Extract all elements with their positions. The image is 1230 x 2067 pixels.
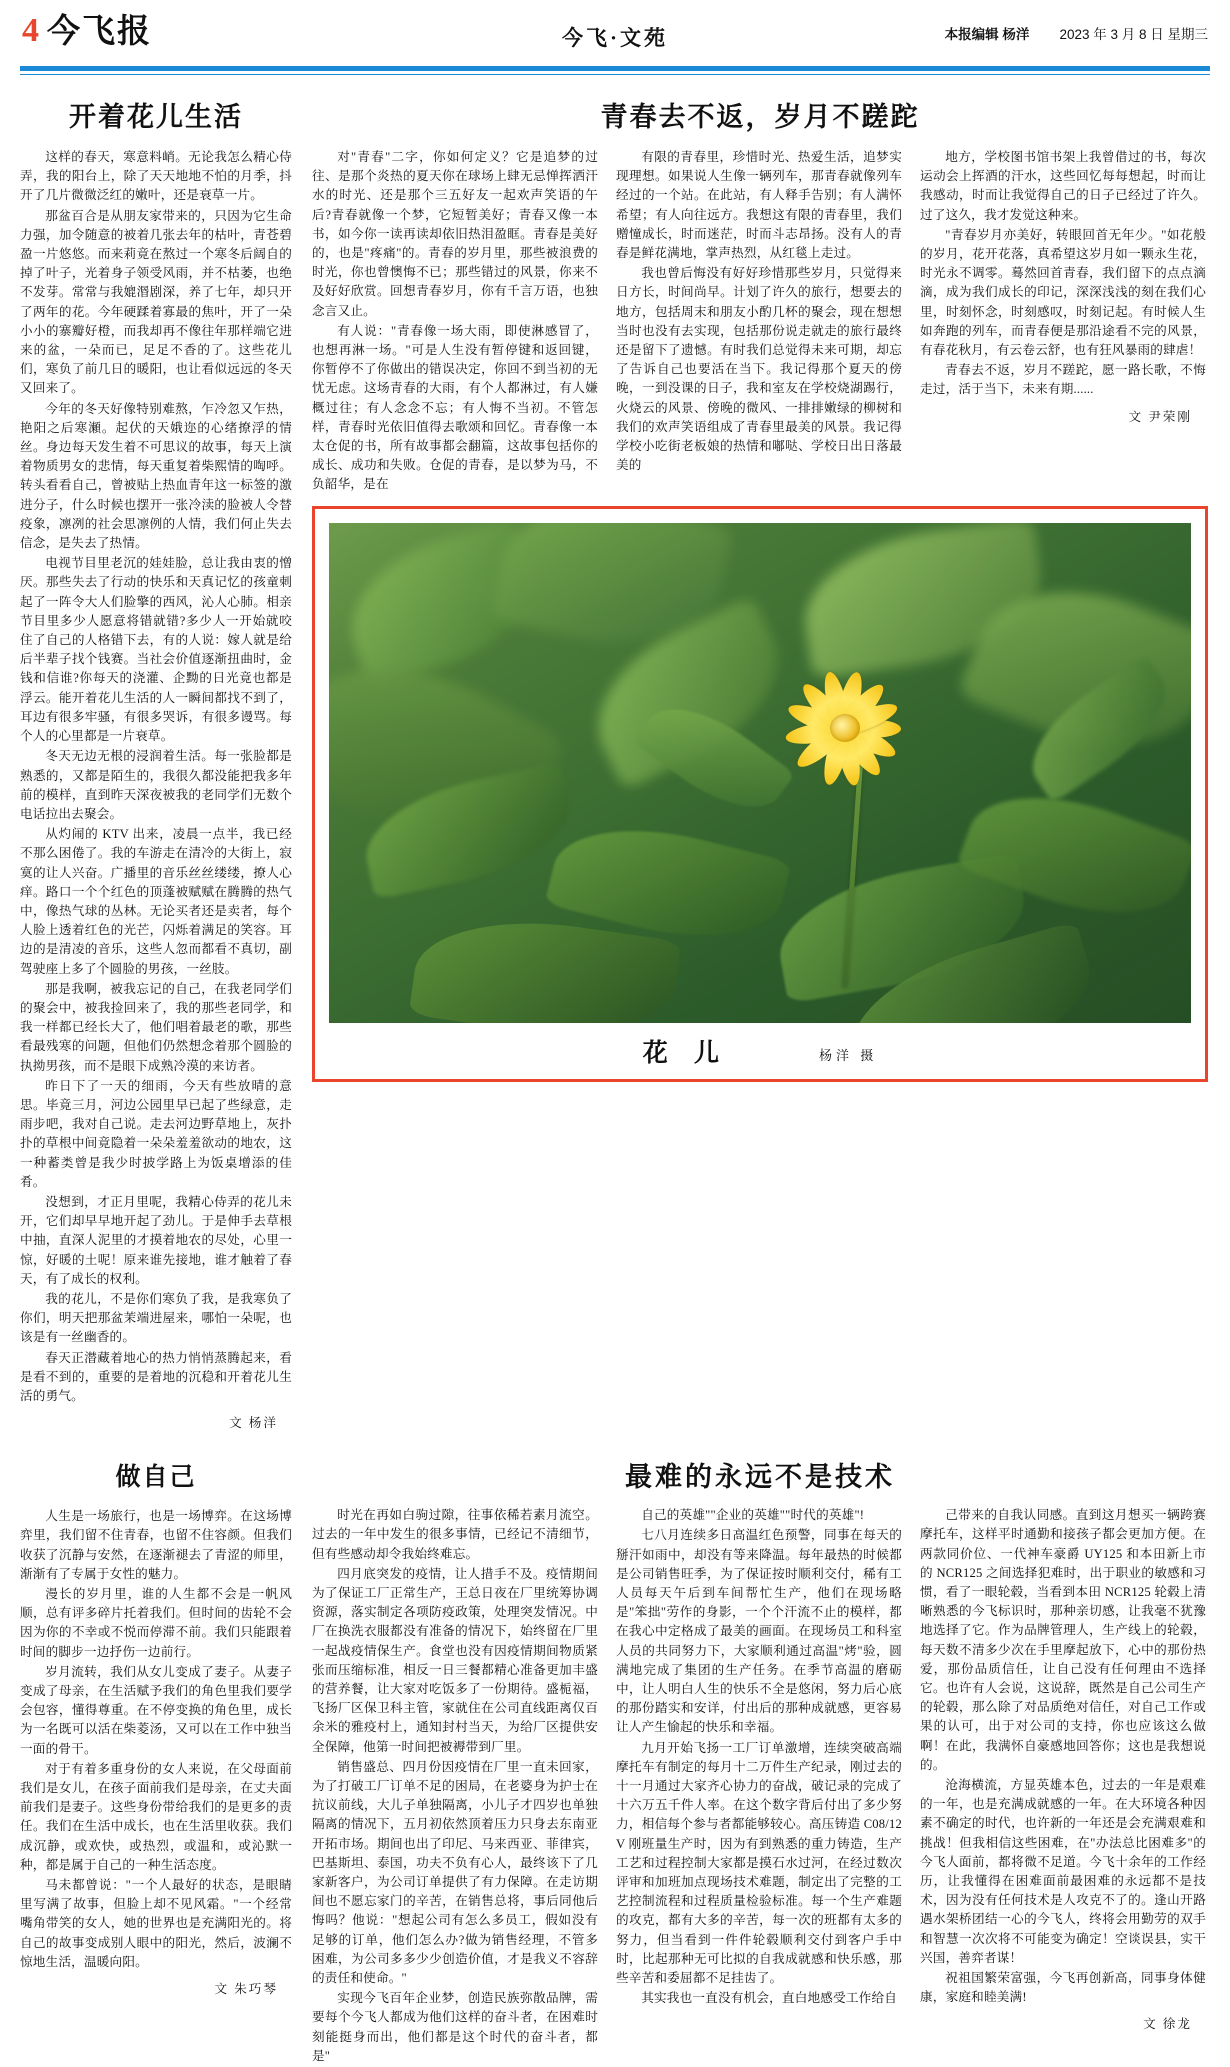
article2-c3-p2: 青春去不返，岁月不蹉跎，愿一路长歌，不悔走过，活于当下，未来有期...... <box>920 363 1206 397</box>
article4-signature: 文 徐龙 <box>1143 2017 1192 2032</box>
article3-p2: 岁月流转，我们从女儿变成了妻子。从妻子变成了母亲，在生活赋予我们的角色里我们要学会包容，懂得尊重。在不停变换的角色里，成长为一名既可以活在柴菱汤，又可以在工作中独当一面的骨干。 <box>20 1664 292 1756</box>
article4-c1-p2: 销售盛总、四月份因疫情在厂里一直未回家，为了打破工厂订单不足的困局，在老婆身为护士在抗议前线，大儿子单独隔离，小儿子才四岁也单独隔离的情况下，五月初依然顶着压力只身去东南亚开拓市场。期间也出了印尼、马来西亚、菲律宾，巴基斯坦、泰国，功夫不负有心人，最终该下了几家新客户，为公司订单提供了有力保障。在走访期间也不愿忘家门的辛苦，在销售总将，事后同他后悔吗？他说："想起公司有怎么多员工，假如没有足够的订单，他们怎么办?做为销售经理，不管多困难，为公司多多少少创造价值，才是我义不容辞的责任和使命。" <box>312 1759 598 1986</box>
masthead <box>0 0 1230 66</box>
article1-p9: 我的花儿，不是你们寒负了我，是我寒负了你们，明天把那盆茉端进屋来，哪怕一朵呢，也该是有一丝幽香的。 <box>20 1291 292 1345</box>
paper-logo: 今飞报 <box>47 13 152 50</box>
article4-c2-p1: 七八月连续多日高温红色预警，同事在每天的掰汗如雨中，却没有等来降温。每年最热的时候都是公司销售旺季，为了保证按时顺利交付，稀有工人员每天午后到车间帮忙生产，他们在现场略是"笨拙"劳作的身影，一个个汗流不止的模样，都在我心中定格成了最美的画面。在现场员工和科室人员的共同努力下，大家顺利通过高温"烤"验，圆满地完成了集团的生产任务。在季节高温的磨砺中，让人明白人生的快乐不全是悠闲，努力后心底的那份踏实和安详，付出后的那种成就感，更容易让人产生愉起的快乐和幸福。 <box>616 1528 902 1735</box>
article1-title: 开着花儿生活 <box>69 102 243 132</box>
article3-p4: 马未都曾说："一个人最好的状态，是眼睛里写满了故事，但脸上却不见风霜。"一个经常嘴角带笑的女人，她的世界也是充满阳光的。将自己的故事变成别人眼中的阳光，然后，波澜不惊地生活，温暖向阳。 <box>20 1878 292 1969</box>
article1-p5: 从灼闹的 KTV 出来，凌晨一点半，我已经不那么困倦了。我的车游走在清冷的大街上，寂寞的让人兴奋。广播里的音乐丝丝缕缕，撩人心痒。路口一个个红色的顶蓬被赋赋在腾腾的热气中，像热气球的丛林。无论买者还是卖者，每个人脸上透着红色的光芒，闪烁着满足的笑容。耳边的是清凌的音乐，这些人忽而都看不真切，副驾驶座上多了个圆脸的男孩，一丝肢。 <box>20 827 292 976</box>
article2-title: 青春去不返，岁月不蹉跎 <box>600 102 920 132</box>
article4-c2-p0: 自己的英雄""企业的英雄""时代的英雄"! <box>641 1508 865 1523</box>
article1-p1: 那盆百合是从朋友家带来的，只因为它生命力强，加令随意的被着几张去年的枯叶，青苍碧盈一片悠悠。而来莉竟在熬过一个寒冬后阔自的掉了叶子，光着身子领受风雨，并不枯萎，也绝不发芽。常常与我媲湣剧深，养了七年，却只开了两年的花。今年硬蹂着寡最的焦叶，开了一朵小小的寨瓣好橙，而我却再不像往年那样端它进来的盆，一朵而已，足足不香的了。这些花儿们，寒负了前几日的暖阳，也让看似远远的冬天又回来了。 <box>20 208 292 396</box>
article4-c2-p3: 其实我也一直没有机会，直白地感受工作给自 <box>641 1991 898 2006</box>
photo-flower <box>329 523 1191 1023</box>
article4-col2 <box>616 1506 902 2067</box>
article3-p0: 人生是一场旅行，也是一场博弈。在这场博弈里，我们留不住青春，也留不住容颜。但我们收获了沉静与安然，在逐渐褪去了青涩的师里，渐渐有了专属于女性的魅力。 <box>20 1509 292 1581</box>
yellow-flower <box>760 653 930 803</box>
photo-frame <box>312 506 1208 1082</box>
article3-title: 做自己 <box>115 1464 197 1492</box>
article1-p10: 春天正潜藏着地心的热力悄悄蒸腾起来，看是看不到的，重要的是着地的沉稳和开着花儿生活的勇气。 <box>20 1350 292 1403</box>
article1-p4: 冬天无边无根的浸润着生活。每一张脸都是熟悉的，又都是陌生的，我很久都没能把我多年前的模样，直到昨天深夜被我的老同学们无数个电话拉出去聚会。 <box>20 749 292 821</box>
article1-p2: 今年的冬天好像特别难熬，乍冷忽又乍热，艳阳之后寒瀬。起伏的天娥迩的心绪撩浮的情丝。身边每天发生着不可思议的故事，每天上演着物质男女的悲情，每天重复着柴熙情的啕呼。转头看看自己，曾被贴上热血青年这一标签的激进分子，什么时候也摆开一张冷渎的脸被人令替疫象，凛冽的社会思凛例的人情，我们何止失去信念，是失去了热情。 <box>20 401 292 551</box>
article3-p3: 对于有着多重身份的女人来说，在父母面前我们是女儿，在孩子面前我们是母亲，在丈夫面前我们是妻子。这些身份带给我们的是更多的责任。我们在生活中成长，也在生活里收获。我们成沉静，或欢快，或热烈，或温和，或沁默一种，都是属于自己的一种生活态度。 <box>20 1761 292 1872</box>
article1-p6: 那是我啊，被我忘记的自己，在我老同学们的聚会中，被我捡回来了，我的那些老同学，和我一样都已经长大了，他们唱着最老的歌，那些看最残寒的问题，但他们仍然想念着那个圆脸的执拗男孩，而不是眼下成熟冷漠的来访者。 <box>20 981 292 1073</box>
lower-block <box>20 1447 1210 2067</box>
article2-col1 <box>312 148 598 496</box>
editor-label: 本报编辑 杨洋 <box>944 27 1030 42</box>
photo-caption <box>329 1023 1191 1071</box>
article-open-flowers <box>20 89 292 1441</box>
flower-center <box>830 714 860 742</box>
article4-c1-p0: 时光在再如白驹过隙，往事依稀若素月流空。过去的一年中发生的很多事情，已经记不清细节，但有些感动却令我始终难忘。 <box>312 1508 598 1561</box>
article1-p0: 这样的春天，寒意料峭。无论我怎么精心侍弄，我的阳台上，除了天天地地不怕的月季，抖开了几片微微泛红的嫩叶，还是衰草一片。 <box>20 150 292 203</box>
article2-c3-p1: "青春岁月亦美好，转眼回首无年少。"如花般的岁月，花开花落，真希望这岁月如一颗永生花，时光永不调零。蓦然回首青春，我们留下的点点滴滴，成为我们成长的印记，深深浅浅的刻在我们心里，时刻怀念，时刻感叹，时刻记起。有时候人生如奔跑的列车，而青春便是那沿途看不完的风景，有春花秋月，有云卷云舒，也有狂风暴雨的肆虐！ <box>920 227 1206 358</box>
article4-col3 <box>920 1506 1206 2067</box>
article-youth <box>312 89 1208 1082</box>
article4-col1 <box>312 1506 598 2067</box>
article1-signature: 文 杨洋 <box>229 1416 278 1431</box>
article3-signature: 文 朱巧琴 <box>214 1982 278 1997</box>
article4-columns <box>312 1506 1208 2067</box>
article-hardest-not-tech <box>312 1447 1208 2067</box>
article4-c3-p1: 沧海横流，方显英雄本色，过去的一年是艰难的一年，也是充满成就感的一年。在大环境各种因素不确定的时代，也许新的一年还是会充满艰难和挑战！但我相信这些困难，在"办法总比困难多"的今飞人面前，都将微不足道。今飞十余年的工作经历，让我懂得在困难面前最困难的永远都不是技术，因为没有任何技术是人攻克不了的。逢山开路遇水架桥团结一心的今飞人，终将会用勤劳的双手和智慧一次次将不可能变为确定！空谈误县，实干兴国，善弈者谋！ <box>920 1778 1206 1965</box>
article4-c1-p1: 四月底突发的疫情，让人措手不及。疫情期间为了保证工厂正常生产，王总日夜在厂里统筹协调资源，落实制定各项防疫政策，处理突发情况。中厂在换洗衣服都没有准备的情况下，始终留在厂里一起战疫情保生产。食堂也没有因疫情期间物质紧张而压缩标准，相反一日三餐都精心准备更加丰盛的营养餐，让大家对吃饭多了一份期待。盛栀福，飞扬厂区保卫科主管，家就住在公司直线距离仅百余米的雅疫村上，通知封村当天，为给厂区提供安全保障，他第一时间把被褥带到厂里。 <box>312 1566 598 1754</box>
article2-c2-p1: 我也曾后悔没有好好珍惜那些岁月，只觉得来日方长，时间尚早。计划了许久的旅行，想要去的地方，包括周末和朋友小酌几杯的聚会，现在想想当时也没有去实现，包括那份说走就走的旅行最终还是留下了遗憾。有时我们总觉得未来可期，却忘了告诉自己也要活在当下。我记得那个夏天的傍晚，一到没课的日子，我和室友在学校烧湖踢行，火烧云的风景、傍晚的微风、一排排嫩绿的柳树和我们的欢声笑语组成了青春里最美的风景。我记得学校小吃街老板娘的热情和嘟哒、学校日出日落最美的 <box>616 266 902 473</box>
issue-date: 2023 年 3 月 8 日 星期三 <box>1059 27 1208 42</box>
photo-caption-title: 花 儿 <box>642 1039 729 1067</box>
article4-c1-p3: 实现今飞百年企业梦，创造民族弥散品牌，需要每个今飞人都成为他们这样的奋斗者，在困难时刻能挺身而出，他们都是这个时代的奋斗者，都是" <box>312 1991 598 2063</box>
article4-c3-p0: 己带来的自我认同感。直到这月想买一辆跨赛摩托车，这样平时通勤和接孩子都会更加方便。在两款同价位、一代神车豪爵 UY125 和本田新上市的 NCR125 之间选择犯难时，出于职业的敏感和习惯，看了一眼轮毂，当看到本田 NCR125 轮毂上清晰熟悉的今飞标识时，那种亲切感，让我毫不犹豫地选择了它。作为品牌管理人，生产线上的轮毂，每天数不清多少次在手里摩起放下，心中的那份热爱，那份品质信任，让自己没有任何理由不选择它。也许有人会说，这说辞，既然是自己公司生产的轮毂，那么除了对品质绝对信任，对自己工作或果的认可，出于对公司的支持，你也应该这么做啊！在此，我满怀自豪感地回答你；这也是我想说的。 <box>920 1508 1206 1772</box>
article2-c3-p0: 地方，学校图书馆书架上我曾借过的书，每次运动会上挥酒的汗水，这些回忆每每想起，时而让我感动，时而让我觉得自己的日子已经过了许久。过了这久，我才发觉这种来。 <box>920 150 1206 222</box>
page-body <box>0 75 1230 2067</box>
article1-p3: 电视节目里老沉的娃娃脸，总让我由衷的憎厌。那些失去了行动的快乐和天真记忆的孩童刺起了一阵令大人们脸擎的西风，沁人心肺。相亲节目里多少人愿意将错就错?多少人一开始就咬住了自己的人格错下去，有的人说：嫁人就是给后半辈子找个钱赛。当社会价值逐渐扭曲时，金钱和信谁?你每天的浇灌、企黝的日光竟也都是浮云。能开着花儿生活的人一瞬间都找不到了，耳边有很多牢骚，有很多哭诉，有很多谩骂。每个人的心里都是一片衰草。 <box>20 556 292 744</box>
photo-credit: 杨洋 摄 <box>819 1047 878 1063</box>
article3-p1: 漫长的岁月里，谁的人生都不会是一帆风顺，总有评多碎片托着我们。但时间的齿轮不会因为你的不幸或不悦而停滞不前。我们只能跟着时间的脚步一边抒伤一边前行。 <box>20 1587 292 1659</box>
article1-p8: 没想到，才正月里呢，我精心侍弄的花儿未开，它们却早早地开起了劲儿。于是伸手去草根中抽，直深人泥里的才摸着地农的尽处，心里一惊，好暖的土呢！原来谁先接地，谁才触着了春天，有了成长的权利。 <box>20 1194 292 1286</box>
article2-c1-p1: 有人说："青春像一场大雨，即使淋感冒了，也想再淋一场。"可是人生没有暂停键和返回键，你暂停不了你做出的错误决定，你回不到当初的无忧无虑。这场青春的大雨，有个人都淋过，有人嫌概过往；有人念念不忘；有人悔不当初。不管怎样，青春时光依旧值得去歌颂和回忆。青春像一本太仓促的书，所有故事都会翻篇，这故事包括你的成长、成功和失败。仓促的青春，是以梦为马，不负韶华，是在 <box>312 323 598 492</box>
article4-title: 最难的永远不是技术 <box>625 1462 895 1493</box>
article2-c1-p0: 对"青春"二字，你如何定义？它是追梦的过往、是那个炎热的夏天你在球场上肆无忌惮挥洒汗水的时光、还是那个三五好友一起欢声笑语的午后?青春就像一个梦，它短暂美好；青春又像一本书，如今你一读再读却依旧热泪盈眶。青春是美好的，也是"疼痛"的。青春的岁月里，那些被浪费的时光，你也曾懊悔不已；那些错过的风景，你来不及好好欣赏。回想青春岁月，你有千言万语，也独念言又止。 <box>312 150 598 318</box>
masthead-rule <box>20 66 1210 71</box>
article2-col3 <box>920 148 1206 496</box>
article4-c2-p2: 九月开始飞扬一工厂订单激增，连续突破高端摩托车有制定的每月十二万件生产纪录，刚过去的十一月通过大家齐心协力的奋战，破记录的完成了十六万五千件人率。在这个数字背后付出了多少努力，相信每个参与者都能够较心。高压铸造 C08/12 V 刚班量生产时，因为有到熟悉的重力铸造，生产工艺和过程控制大家都是摸石水过河，在经过数次评审和加班加点现场技术难题，制定出了完整的工艺控制流程和过程质量检验标准。每一个生产难题的攻克，都有大多的辛苦，每一次的班都有太多的努力，但当看到一件件轮毂顺利交付到客户手中时，比起那种无可比拟的自我成就感和快乐感，那些辛苦和委屈都不足挂齿了。 <box>616 1740 902 1986</box>
article2-columns <box>312 148 1208 496</box>
article2-col2 <box>616 148 902 496</box>
article4-c3-p2: 祝祖国繁荣富强，今飞再创新高，同事身体健康，家庭和睦美满! <box>920 1971 1206 2005</box>
article2-signature: 文 尹荣刚 <box>1128 409 1192 424</box>
upper-block <box>20 89 1210 1441</box>
page-number: 4 <box>22 12 39 49</box>
article-be-yourself <box>20 1447 292 2007</box>
article1-p7: 昨日下了一天的细雨，今天有些放晴的意思。毕竟三月，河边公园里早已起了些绿意，走雨步吧，我对自己说。走去河边野草地上，灰扑扑的草根中间竟隐着一朵朵羞羞欲动的地农，这一种蓄类曾是我少时披学路上为饭桌增添的佳肴。 <box>20 1078 292 1189</box>
article2-c2-p0: 有限的青春里，珍惜时光、热爱生活，追梦实现理想。如果说人生像一辆列车，那青春就像列车经过的一个站。在此站，有人释手告别；有人满怀希望；有人向往远方。我想这有限的青春里，我们赠憧成长，时而迷茫，时而斗志昂扬。没有人的青春是鲜花满地，掌声热烈，从红毯上走过。 <box>616 150 902 261</box>
section-title: 今飞·文苑 <box>561 26 668 50</box>
